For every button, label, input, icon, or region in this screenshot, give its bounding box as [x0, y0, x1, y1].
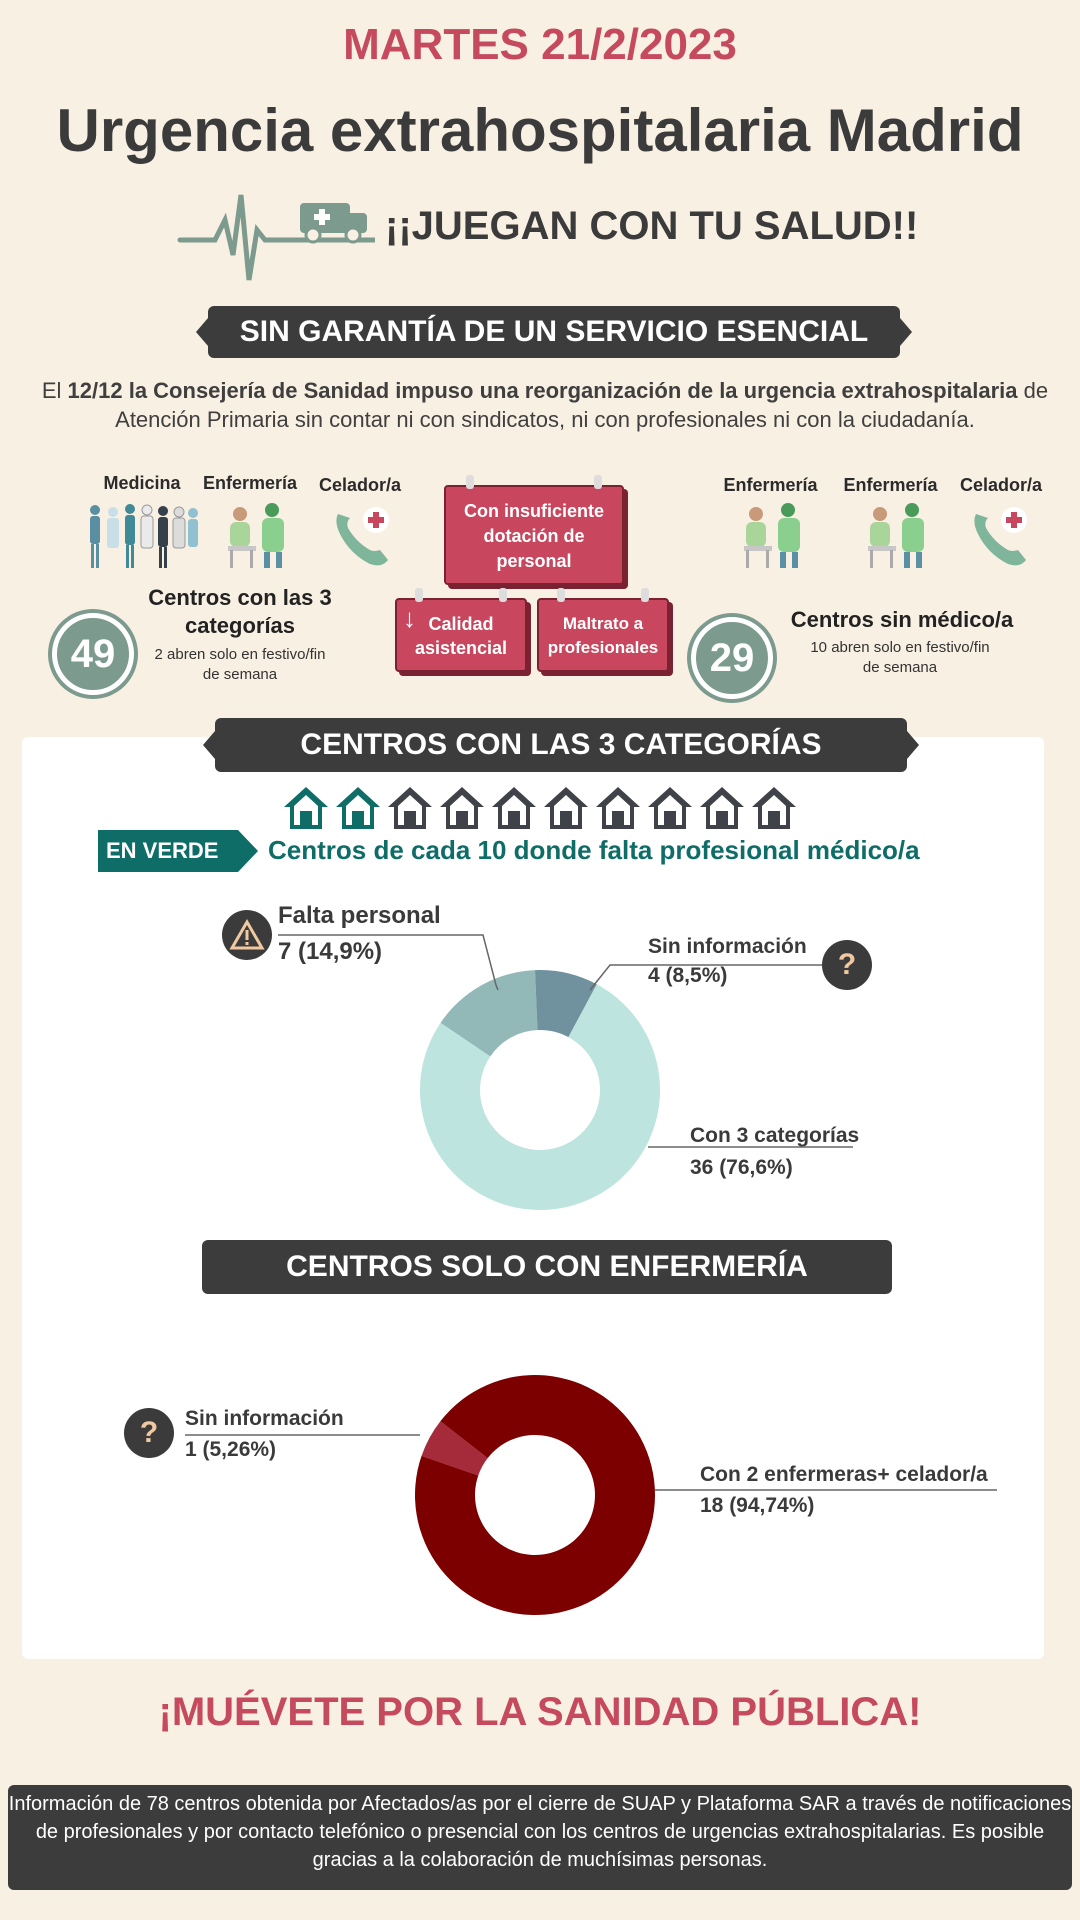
chart2-value-sin-info: 1 (5,26%): [185, 1438, 277, 1461]
section2-banner: CENTROS SOLO CON ENFERMERÍA: [202, 1240, 892, 1294]
arrow-down-icon: ↓: [403, 603, 416, 633]
label-enfermeria-right-1: Enfermería: [723, 475, 818, 495]
footer-note: Información de 78 centros obtenida por Afectados/as por el cierre de SUAP y Plataforma SAR a través de notificaciones de profesionales y por contacto telefónico o presencial con los centros de urgencias extrahospitalarias. Es posible gracias a la colaboración de muchísimas personas.: [8, 1785, 1072, 1890]
donut-slice-1: [415, 1375, 655, 1615]
count-badge-49: 49: [52, 613, 134, 695]
chart1-leader-falta: [278, 930, 518, 1030]
green-tag: [98, 830, 258, 872]
house-icon: [542, 785, 590, 831]
phone-cross-icon: [328, 502, 396, 570]
chart2-label-sin-info: Sin información: [185, 1407, 344, 1430]
intro-bold: 12/12 la Consejería de Sanidad impuso una reorganización de la urgencia extrahospitalaria: [67, 378, 1018, 403]
left-stat-title: Centros con las 3 categorías: [148, 585, 332, 638]
house-icon: [282, 785, 330, 831]
call-to-action: ¡MUÉVETE POR LA SANIDAD PÚBLICA!: [158, 1690, 922, 1734]
label-enfermeria-right-2: Enfermería: [843, 475, 938, 495]
warning-icon: [222, 910, 272, 960]
date-heading: MARTES 21/2/2023: [343, 20, 737, 69]
question-icon: ?: [822, 940, 872, 990]
nurse-patient-icon-right-1: [738, 500, 808, 570]
doctors-icon: [85, 502, 200, 572]
chart1-leader-con3: [648, 1140, 858, 1160]
slogan: ¡¡JUEGAN CON TU SALUD!!: [385, 204, 919, 248]
houses-row: [282, 785, 802, 831]
service-banner: SIN GARANTÍA DE UN SERVICIO ESENCIAL: [208, 306, 900, 358]
house-icon: [594, 785, 642, 831]
green-tag-description: Centros de cada 10 donde falta profesional médico/a: [268, 835, 920, 865]
chart1-value-sin-info: 4 (8,5%): [648, 964, 728, 987]
section1-banner: CENTROS CON LAS 3 CATEGORÍAS: [215, 718, 907, 772]
donut-chart-solo-enfermeria: [410, 1370, 660, 1620]
count-badge-29: 29: [691, 617, 773, 699]
label-celador-left: Celador/a: [318, 475, 402, 495]
house-icon: [698, 785, 746, 831]
house-icon: [386, 785, 434, 831]
sign-mistreatment: [537, 598, 669, 672]
right-stat-subtitle: 10 abren solo en festivo/fin de semana: [810, 639, 990, 676]
left-stat-subtitle: 2 abren solo en festivo/fin de semana: [154, 646, 326, 683]
page-title: Urgencia extrahospitalaria Madrid: [56, 97, 1024, 164]
sign-mistreatment-text: Maltrato a profesionales: [547, 614, 659, 657]
intro-suffix: de Atención Primaria sin contar ni con sindicatos, ni con profesionales ni con la ciudadanía.: [115, 378, 1049, 432]
ekg-ambulance-icon: [175, 185, 375, 285]
house-icon: [490, 785, 538, 831]
nurse-patient-icon: [222, 500, 292, 570]
nurse-patient-icon-right-2: [862, 500, 932, 570]
question-icon-2: ?: [124, 1408, 174, 1458]
intro-prefix: El: [41, 378, 68, 403]
house-icon: [438, 785, 486, 831]
chart2-leader-con2: [655, 1485, 1000, 1497]
green-tag-text: EN VERDE: [106, 838, 219, 863]
chart1-label-sin-info: Sin información: [648, 935, 807, 958]
label-celador-right: Celador/a: [959, 475, 1043, 495]
intro-paragraph: [30, 376, 1060, 434]
house-icon: [646, 785, 694, 831]
chart1-value-falta: 7 (14,9%): [278, 938, 383, 965]
chart2-value-con2: 18 (94,74%): [700, 1494, 815, 1517]
chart2-leader-sin-info: [185, 1430, 425, 1442]
chart2-label-con2: Con 2 enfermeras+ celador/a: [700, 1463, 988, 1486]
sign-insufficient-staff: [444, 485, 624, 585]
chart1-leader-sin-info: [585, 960, 830, 1020]
house-icon: [334, 785, 382, 831]
house-icon: [750, 785, 798, 831]
sign-quality: [395, 598, 527, 672]
phone-cross-icon-right: [966, 502, 1034, 570]
chart1-label-con3: Con 3 categorías: [690, 1124, 860, 1147]
chart1-label-falta: Falta personal: [278, 902, 441, 929]
label-enfermeria-left: Enfermería: [202, 473, 298, 493]
sign-insufficient-staff-text: Con insuficiente dotación de personal: [463, 501, 604, 571]
right-stat-title: Centros sin médico/a: [790, 607, 1014, 632]
label-medicina: Medicina: [103, 473, 181, 493]
sign-quality-text: Calidad asistencial: [414, 614, 508, 658]
chart1-value-con3: 36 (76,6%): [690, 1156, 793, 1179]
